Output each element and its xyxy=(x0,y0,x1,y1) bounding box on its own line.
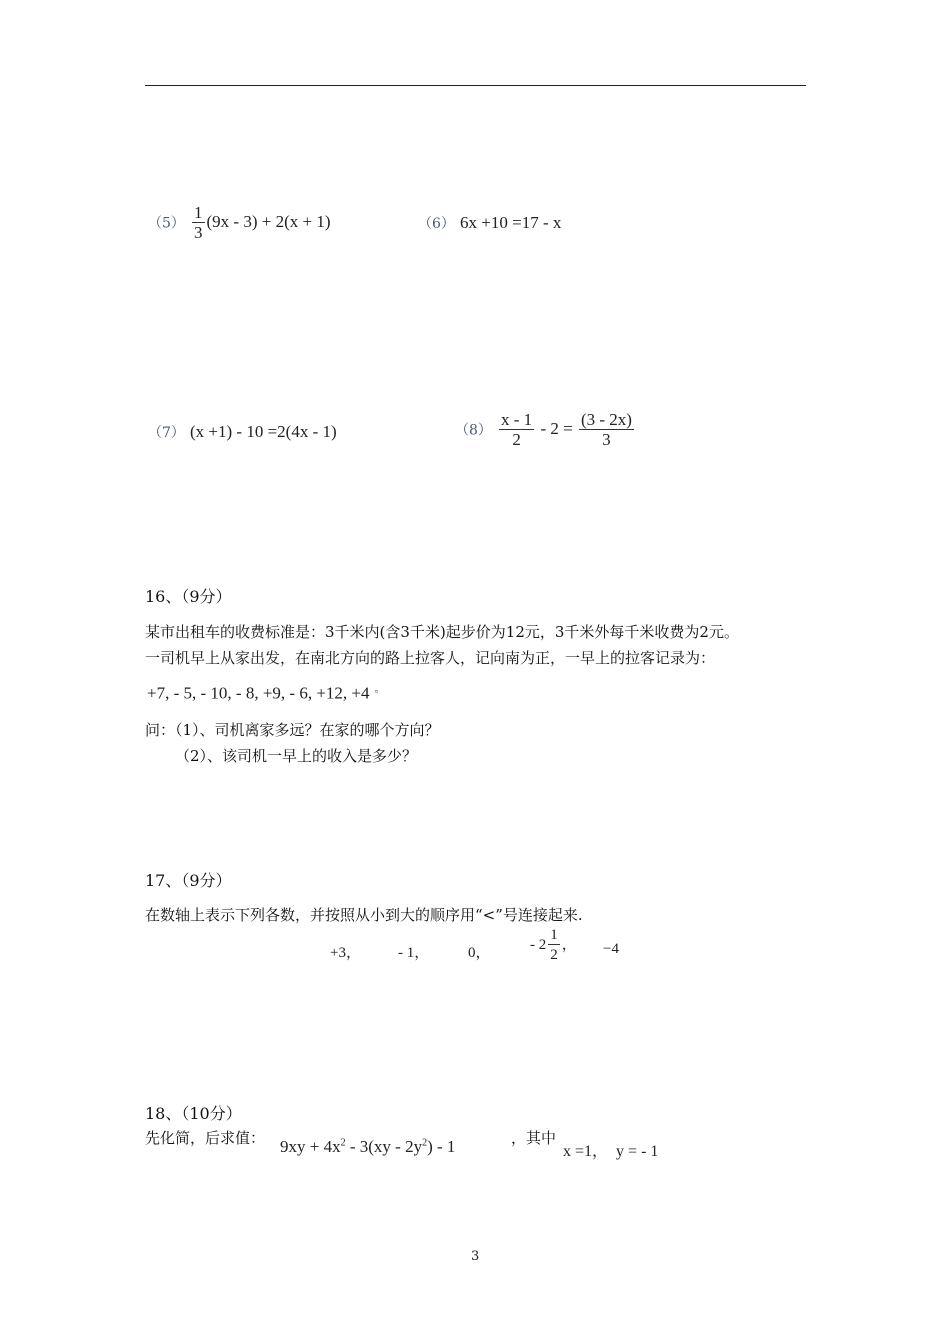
q17-number-5: −4 xyxy=(603,941,619,957)
problem-6 xyxy=(418,213,561,233)
q18-expr-b: - 3(xy - 2y xyxy=(345,1137,423,1156)
q16-ask2: （2）、该司机一早上的收入是多少？ xyxy=(175,747,418,765)
q16-ask1: 问：（1）、司机离家多远？在家的哪个方向？ xyxy=(145,721,440,739)
fraction-numerator: (3 - 2x) xyxy=(580,410,632,429)
problem-8-fraction-left xyxy=(499,411,534,450)
fraction-numerator: 1 xyxy=(550,927,558,943)
q18-cond-x: x =1 xyxy=(563,1143,593,1160)
fraction-denominator: 2 xyxy=(512,430,521,449)
problem-8-fraction-right xyxy=(579,411,634,450)
q16-records-end: 。 xyxy=(374,684,385,695)
q17-line1: 在数轴上表示下列各数，并按照从小到大的顺序用“<”号连接起来. xyxy=(145,906,583,924)
q17-heading: 17、（9分） xyxy=(145,871,232,890)
q17-number-2: - 1， xyxy=(398,945,430,961)
problem-8 xyxy=(455,411,636,450)
q18-cond-sep: ， xyxy=(592,1143,609,1160)
problem-5-rest: (9x - 3) + 2(x + 1) xyxy=(206,212,331,232)
q18-expr-a: 9xy + 4x xyxy=(280,1137,341,1156)
q18-exponent-1: 2 xyxy=(340,1137,346,1149)
problem-7-label: （7） xyxy=(148,425,185,441)
fraction-denominator: 3 xyxy=(194,223,203,242)
q18-heading: 18、（10分） xyxy=(145,1104,242,1123)
fraction-denominator: 2 xyxy=(550,947,558,963)
q18-where: ，其中 xyxy=(511,1129,557,1147)
mixed-whole: - 2 xyxy=(530,936,547,953)
problem-8-expression xyxy=(497,410,636,449)
problem-6-expression: 6x +10 =17 - x xyxy=(460,213,562,232)
problem-5-expression xyxy=(190,203,331,242)
problem-8-label: （8） xyxy=(455,422,492,439)
q17-number-1: +3， xyxy=(330,945,361,961)
problem-6-label: （6） xyxy=(418,216,455,232)
page-number: 3 xyxy=(471,1249,480,1264)
mixed-separator: ， xyxy=(561,936,577,953)
problem-5-fraction xyxy=(192,204,205,243)
problem-7-expression: (x +1) - 10 =2(4x - 1) xyxy=(190,422,337,441)
problem-7 xyxy=(148,422,337,442)
q16-line2: 一司机早上从家出发，在南北方向的路上拉客人，记向南为正，一早上的拉客记录为： xyxy=(145,649,716,667)
fraction-denominator: 3 xyxy=(602,430,611,449)
fraction-numerator: x - 1 xyxy=(501,410,533,429)
q18-expression xyxy=(280,1137,455,1157)
mixed-fraction xyxy=(548,926,560,965)
q16-records-values: +7, - 5, - 10, - 8, +9, - 6, +12, +4 xyxy=(147,683,370,703)
problem-5-label: （5） xyxy=(148,215,185,232)
q17-number-4 xyxy=(530,926,577,965)
q16-heading: 16、（9分） xyxy=(145,587,232,606)
problem-8-middle: - 2 = xyxy=(540,419,573,439)
q16-records xyxy=(147,680,385,703)
q18-conditions xyxy=(563,1138,658,1161)
q16-line1: 某市出租车的收费标准是：3千米内(含3千米)起步价为12元，3千米外每千米收费为2元。 xyxy=(145,623,739,641)
problem-5 xyxy=(148,204,331,243)
fraction-numerator: 1 xyxy=(194,203,203,222)
q18-cond-y: y = - 1 xyxy=(616,1143,659,1160)
q18-exponent-2: 2 xyxy=(422,1137,428,1149)
q17-number-3: 0， xyxy=(468,945,491,961)
header-rule xyxy=(145,85,806,86)
q18-prefix: 先化简，后求值： xyxy=(145,1129,266,1147)
q18-expr-c: ) - 1 xyxy=(427,1137,456,1156)
